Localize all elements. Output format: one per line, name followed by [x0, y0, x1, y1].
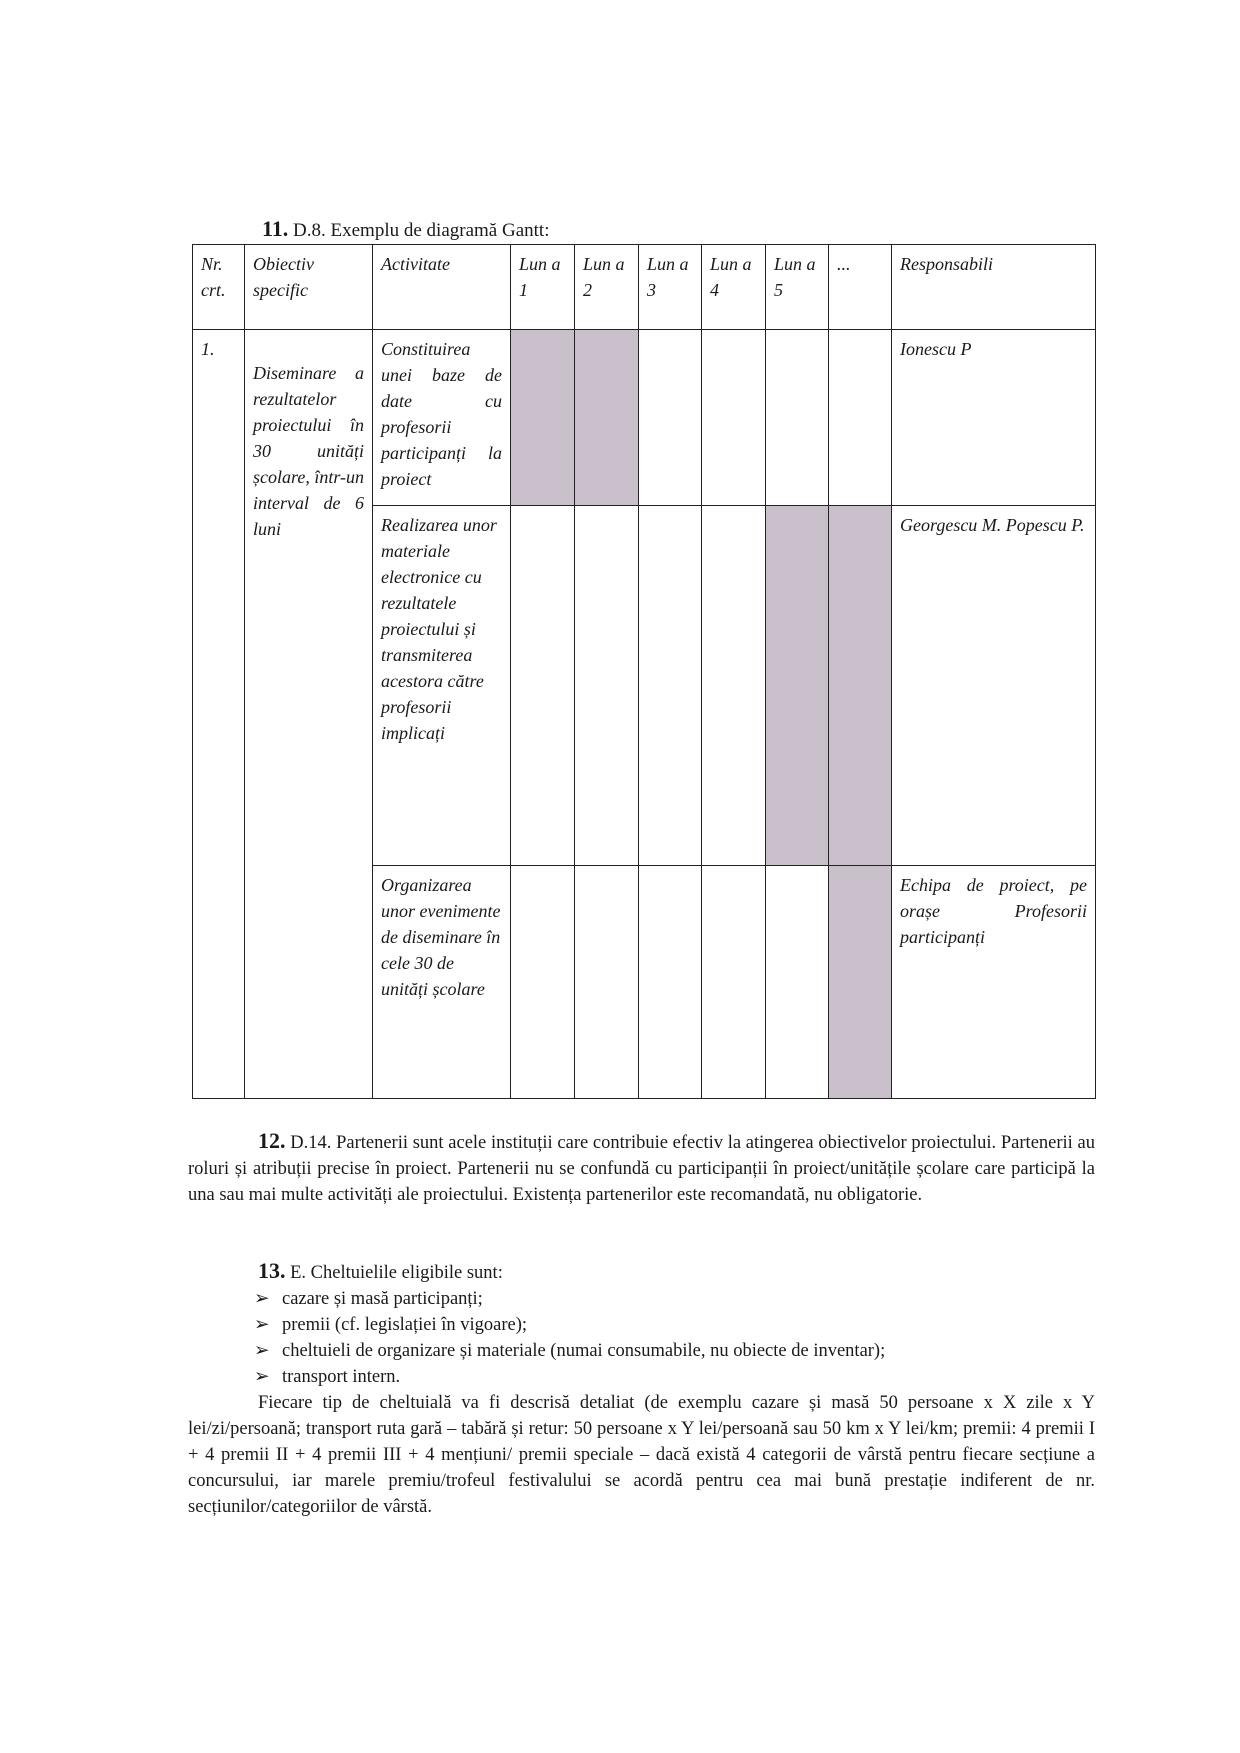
header-activitate: Activitate	[373, 245, 511, 330]
list-item-text: cazare și masă participanți;	[282, 1289, 483, 1309]
arrow-bullet-icon: ➢	[254, 1367, 270, 1387]
month-cell-active	[575, 330, 639, 506]
list-item-text: transport intern.	[282, 1367, 401, 1387]
list-item	[254, 1312, 1095, 1338]
month-cell	[766, 866, 829, 1099]
header-nr: Nr. crt.	[193, 245, 245, 330]
section-12	[188, 1128, 1095, 1208]
activity-cell: Realizarea unor materiale electronice cu rezultatele proiectului și transmiterea acestora către profesorii implicați	[373, 506, 511, 866]
month-cell-active	[766, 506, 829, 866]
section-13-description: Fiecare tip de cheltuială va fi descrisă detaliat (de exemplu cazare și masă 50 persoane x X zile x Y lei/zi/persoană; transport ruta gară – tabără și retur: 50 persoane x Y lei/persoană sau 50 km x Y lei/km; premii: 4 premii I + 4 premii II + 4 premii III + 4 mențiuni/ premii speciale – dacă există 4 categorii de vârstă pentru fiecare secțiune a concursului, iar marele premiu/trofeul festivalului se acordă pentru cea mai bună prestație indiferent de nr. secțiunilor/categoriilor de vârstă.	[188, 1393, 1095, 1517]
activity-cell: Constituirea unei baze de date cu profesorii participanți la proiect	[373, 330, 511, 506]
month-cell	[575, 866, 639, 1099]
month-cell	[702, 506, 766, 866]
row-number: 1.	[193, 330, 245, 1099]
month-cell	[702, 330, 766, 506]
section-number: 12.	[258, 1128, 286, 1153]
month-cell-active	[829, 506, 892, 866]
section-11-heading	[262, 216, 549, 242]
section-13	[188, 1258, 1095, 1520]
month-cell-active	[511, 330, 575, 506]
header-month-more: ...	[829, 245, 892, 330]
header-month-3: Lun a 3	[639, 245, 702, 330]
list-item-text: premii (cf. legislației în vigoare);	[282, 1315, 528, 1335]
header-month-5: Lun a 5	[766, 245, 829, 330]
arrow-bullet-icon: ➢	[254, 1315, 270, 1335]
month-cell	[639, 330, 702, 506]
list-item-text: cheltuieli de organizare și materiale (numai consumabile, nu obiecte de inventar);	[282, 1341, 886, 1361]
activity-cell: Organizarea unor evenimente de diseminare în cele 30 de unități școlare	[373, 866, 511, 1099]
month-cell	[639, 866, 702, 1099]
gantt-table	[192, 244, 1096, 1099]
header-responsabili: Responsabili	[892, 245, 1096, 330]
month-cell	[511, 866, 575, 1099]
objective-cell: Diseminare a rezultatelor proiectului în 30 unități școlare, într-un interval de 6 luni	[245, 330, 373, 1099]
header-month-2: Lun a 2	[575, 245, 639, 330]
section-number: 11.	[262, 216, 289, 241]
section-title: D.8. Exemplu de diagramă Gantt:	[293, 220, 550, 241]
section-13-title: E. Cheltuielile eligibile sunt:	[290, 1263, 503, 1283]
eligible-costs-list	[188, 1286, 1095, 1390]
responsible-cell: Ionescu P	[892, 330, 1096, 506]
responsible-cell: Georgescu M. Popescu P.	[892, 506, 1096, 866]
month-cell	[702, 866, 766, 1099]
section-12-text: D.14. Partenerii sunt acele instituții care contribuie efectiv la atingerea obiectivelor proiectului. Partenerii au roluri și atribuții precise în proiect. Partenerii nu se confundă cu participanții în proiect/unitățile școlare care participă la una sau mai multe activități ale proiectului. Existența partenerilor este recomandată, nu obligatorie.	[188, 1133, 1096, 1205]
list-item	[254, 1286, 1095, 1312]
list-item	[254, 1364, 1095, 1390]
month-cell	[766, 330, 829, 506]
arrow-bullet-icon: ➢	[254, 1341, 270, 1361]
header-row	[193, 245, 1096, 330]
list-item	[254, 1338, 1095, 1364]
month-cell	[511, 506, 575, 866]
month-cell-active	[829, 866, 892, 1099]
arrow-bullet-icon: ➢	[254, 1289, 270, 1309]
responsible-cell: Echipa de proiect, pe orașe Profesorii participanți	[892, 866, 1096, 1099]
header-month-4: Lun a 4	[702, 245, 766, 330]
month-cell	[575, 506, 639, 866]
header-obiectiv: Obiectiv specific	[245, 245, 373, 330]
header-month-1: Lun a 1	[511, 245, 575, 330]
section-number: 13.	[258, 1258, 286, 1283]
month-cell	[829, 330, 892, 506]
table-row	[193, 330, 1096, 506]
month-cell	[639, 506, 702, 866]
